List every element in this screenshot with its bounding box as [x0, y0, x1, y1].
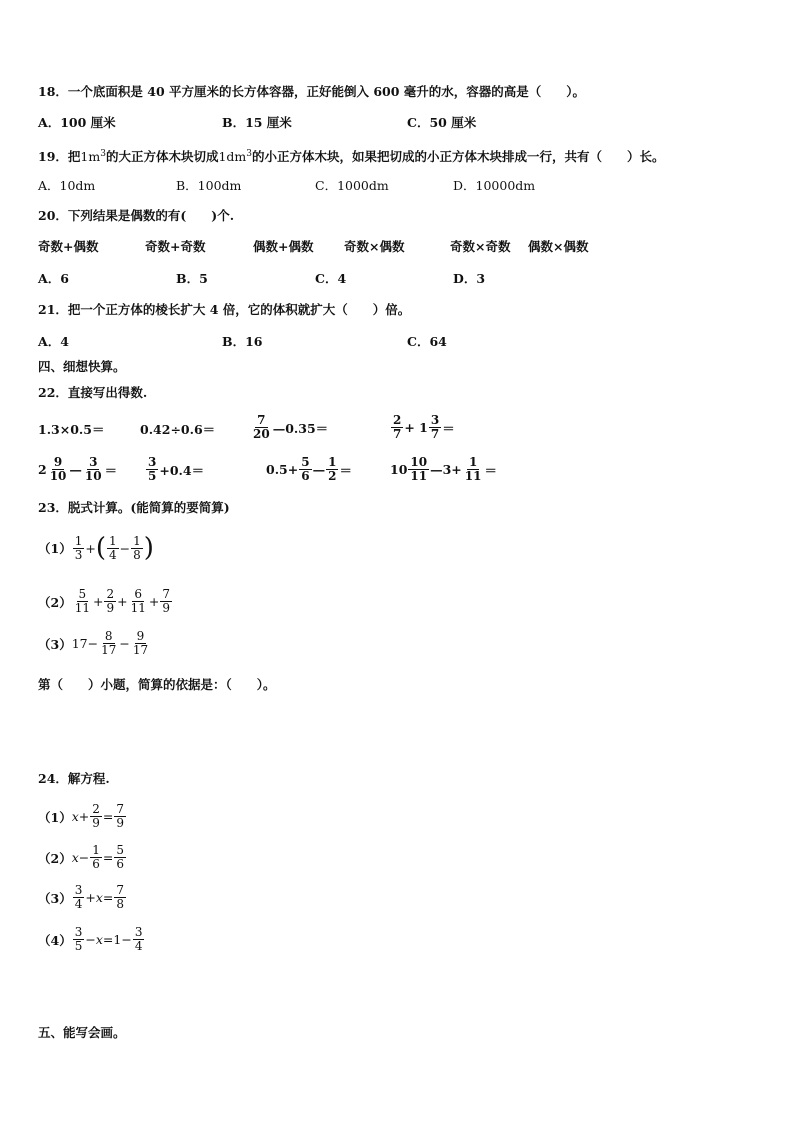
- q22-stem: 22．直接写出得数.: [38, 385, 148, 400]
- q20-option-a: A．6: [38, 271, 69, 286]
- q21-option-b: B．16: [222, 334, 263, 349]
- q24-equation-2: （2） x − $\frac{1}{6}$ = $\frac{5}{6}$: [38, 843, 125, 871]
- section-4-heading: 四、细想快算。: [38, 359, 126, 374]
- q22-expr-1: 1.3×0.5＝: [38, 422, 105, 437]
- q22-expr-2: 0.42÷0.6＝: [140, 422, 216, 437]
- q22-expr-6: $\frac{3}{5}$ +0.4＝: [148, 455, 205, 483]
- q20-item-3: 偶数+偶数: [253, 239, 314, 254]
- q18-stem: 18．一个底面积是 40 平方厘米的长方体容器，正好能倒入 600 毫升的水，容器的高是（ ）。: [38, 84, 586, 99]
- q24-stem: 24．解方程.: [38, 771, 110, 786]
- q23-problem-2: （2） $\frac{5}{11}$ + $\frac{2}{9}$ + $\frac{6}{11}$ + $\frac{7}{9}$: [38, 587, 170, 615]
- q22-expr-8: 10 $\frac{10}{11}$ —3+ $\frac{1}{11}$ ＝: [390, 455, 497, 483]
- q20-item-6: 偶数×偶数: [528, 239, 589, 254]
- q22-expr-3: $\frac{7}{20}$ —0.35＝: [253, 413, 329, 441]
- q23-problem-1: （1） $\frac{1}{3}$ + ( $\frac{1}{4}$ − $\frac{1}{8}$ ): [38, 533, 154, 563]
- q18-option-c: C．50 厘米: [407, 115, 477, 130]
- q22-expr-5: 2 $\frac{9}{10}$ — $\frac{3}{10}$ ＝: [38, 455, 118, 483]
- section-5-heading: 五、能写会画。: [38, 1025, 126, 1040]
- q22-expr-4: $\frac{2}{7}$ + 1 $\frac{3}{7}$ ＝: [393, 413, 455, 441]
- q24-equation-3: （3） $\frac{3}{4}$ + x = $\frac{7}{8}$: [38, 883, 125, 911]
- q21-option-c: C．64: [407, 334, 447, 349]
- q19-option-a: A．10dm: [38, 178, 96, 193]
- q23-stem: 23．脱式计算。(能简算的要简算): [38, 500, 230, 515]
- q21-option-a: A．4: [38, 334, 69, 349]
- q20-item-2: 奇数+奇数: [145, 239, 206, 254]
- q24-equation-4: （4） $\frac{3}{5}$ − x = 1− $\frac{3}{4}$: [38, 925, 143, 953]
- q19-stem: 19．把$1m^3$的大正方体木块切成$1dm^3$的小正方体木块，如果把切成的小正方体木块排成一行，共有（ ）长。: [38, 149, 665, 165]
- q20-item-4: 奇数×偶数: [344, 239, 405, 254]
- q20-option-b: B．5: [176, 271, 208, 286]
- q22-expr-7: 0.5+ $\frac{5}{6}$ — $\frac{1}{2}$ ＝: [266, 455, 352, 483]
- q21-stem: 21．把一个正方体的棱长扩大 4 倍，它的体积就扩大（ ）倍。: [38, 302, 411, 317]
- q19-option-b: B．100dm: [176, 178, 242, 193]
- q18-option-a: A．100 厘米: [38, 115, 116, 130]
- q20-stem: 20．下列结果是偶数的有( )个.: [38, 208, 235, 223]
- q19-option-d: D．10000dm: [453, 178, 536, 193]
- q23-note: 第（ ）小题，简算的依据是：（ ）。: [38, 677, 276, 692]
- q18-option-b: B．15 厘米: [222, 115, 292, 130]
- q20-option-d: D．3: [453, 271, 486, 286]
- q19-option-c: C．1000dm: [315, 178, 389, 193]
- q24-equation-1: （1） x + $\frac{2}{9}$ = $\frac{7}{9}$: [38, 802, 125, 830]
- q20-option-c: C．4: [315, 271, 347, 286]
- q23-problem-3: （3） 17− $\frac{8}{17}$ − $\frac{9}{17}$: [38, 629, 149, 657]
- q20-item-5: 奇数×奇数: [450, 239, 511, 254]
- q20-item-1: 奇数+偶数: [38, 239, 99, 254]
